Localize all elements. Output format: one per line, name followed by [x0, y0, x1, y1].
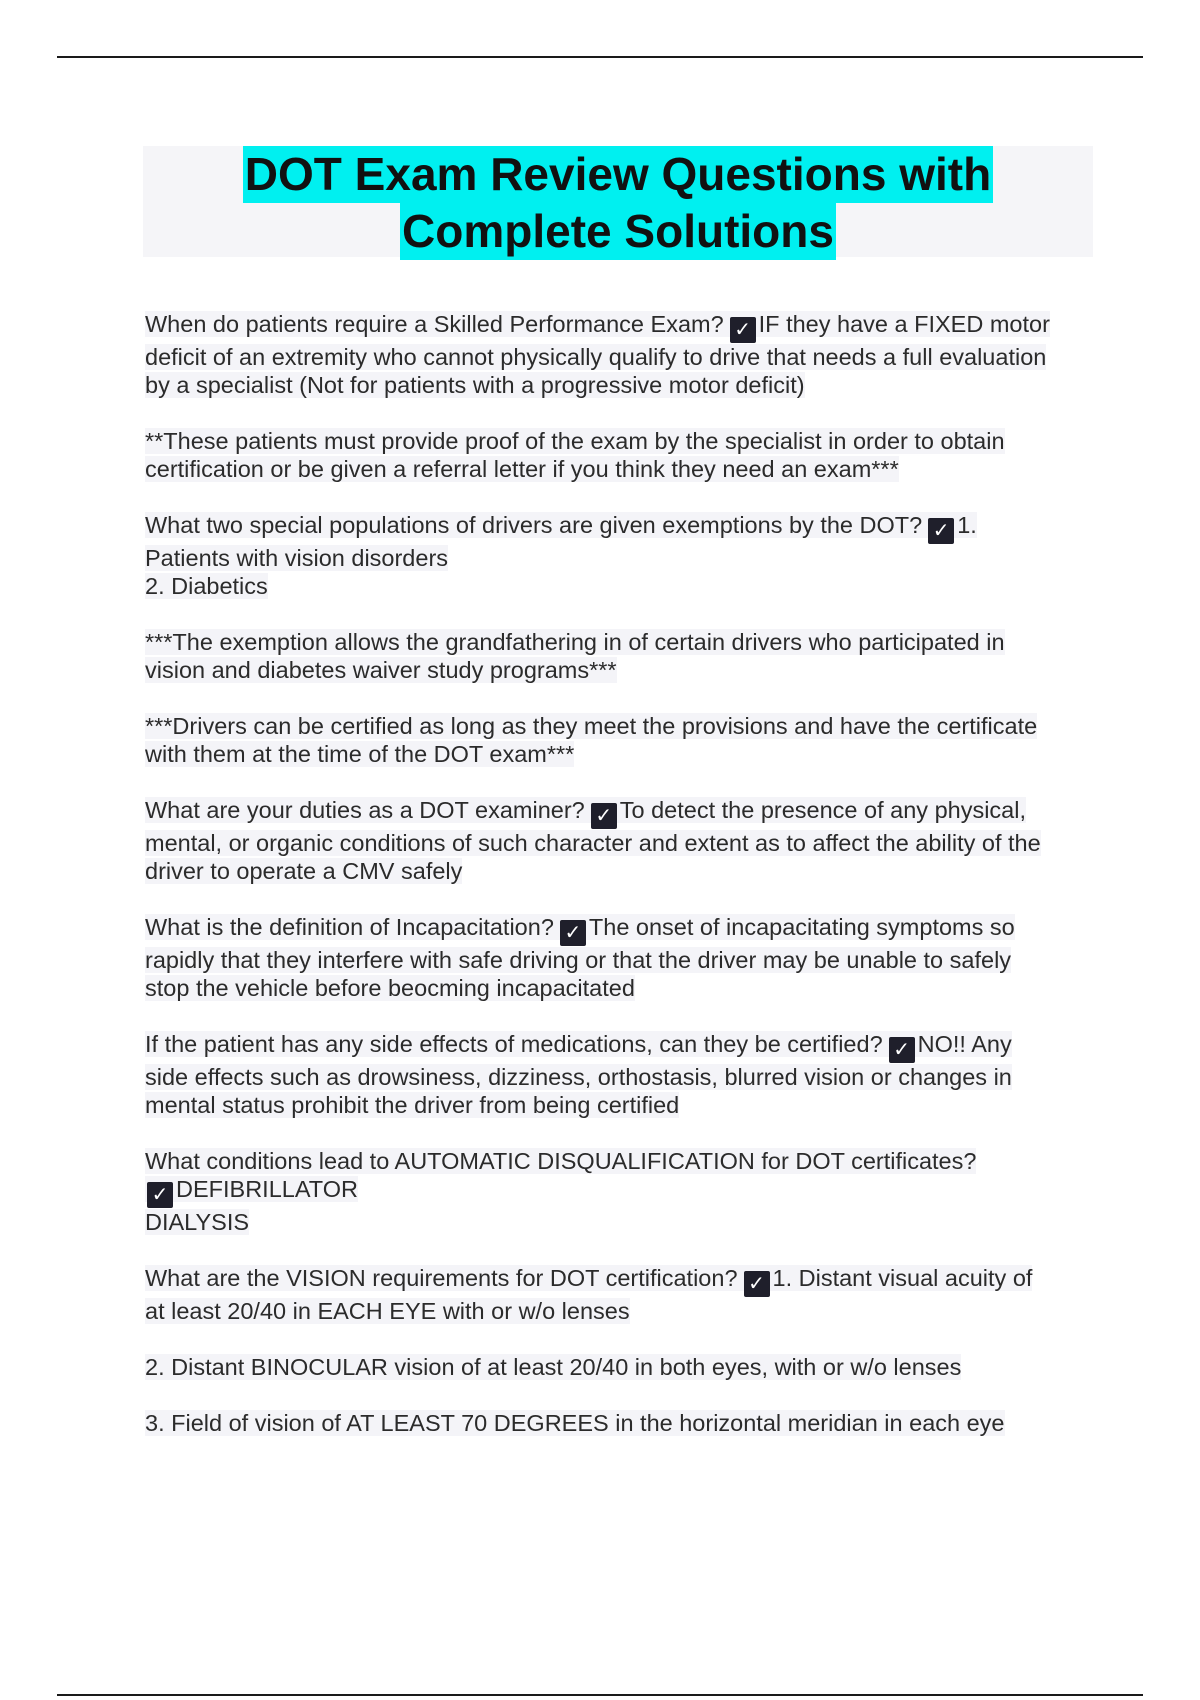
note-entry [145, 1409, 1095, 1437]
note-text: with them at the time of the DOT exam*** [145, 741, 575, 767]
answer-text: mental status prohibit the driver from being certified [145, 1092, 680, 1118]
answer-text: mental, or organic conditions of such character and extent as to affect the ability of the [145, 830, 1041, 856]
qa-entry [145, 1264, 1095, 1325]
note-text: **These patients must provide proof of the exam by the specialist in order to obtain [145, 428, 1005, 454]
answer-text: rapidly that they interfere with safe driving or that the driver may be unable to safely [145, 947, 1012, 973]
checkmark-icon: ✓ [147, 1182, 173, 1208]
qa-entry [145, 1030, 1095, 1119]
checkmark-icon: ✓ [928, 518, 954, 544]
footer-rule [57, 1694, 1143, 1696]
question-text: What two special populations of drivers are given exemptions by the DOT? [145, 512, 923, 538]
note-text: 3. Field of vision of AT LEAST 70 DEGREES in the horizontal meridian in each eye [145, 1410, 1005, 1436]
note-text: ***The exemption allows the grandfathering in of certain drivers who participated in [145, 629, 1005, 655]
answer-text: IF they have a FIXED motor [758, 311, 1050, 337]
answer-text: by a specialist (Not for patients with a progressive motor deficit) [145, 372, 805, 398]
question-text: What are your duties as a DOT examiner? [145, 797, 585, 823]
title-line-1: DOT Exam Review Questions with [243, 146, 993, 203]
question-text: When do patients require a Skilled Performance Exam? [145, 311, 724, 337]
note-text: 2. Distant BINOCULAR vision of at least 20/40 in both eyes, with or w/o lenses [145, 1354, 962, 1380]
header-rule [57, 56, 1143, 58]
note-entry [145, 1353, 1095, 1381]
qa-entry [145, 310, 1095, 399]
answer-text: DEFIBRILLATOR [176, 1176, 358, 1202]
question-text: If the patient has any side effects of medications, can they be certified? [145, 1031, 883, 1057]
note-entry [145, 628, 1095, 684]
note-text: vision and diabetes waiver study programs*** [145, 657, 617, 683]
note-entry [145, 427, 1095, 483]
answer-text: 2. Diabetics [145, 573, 268, 599]
checkmark-icon: ✓ [730, 317, 756, 343]
document-title [143, 146, 1093, 257]
checkmark-icon: ✓ [560, 920, 586, 946]
question-text: What are the VISION requirements for DOT certification? [145, 1265, 738, 1291]
qa-entry [145, 1147, 1095, 1236]
answer-text: at least 20/40 in EACH EYE with or w/o lenses [145, 1298, 630, 1324]
checkmark-icon: ✓ [744, 1271, 770, 1297]
answer-text: NO!! Any [917, 1031, 1012, 1057]
note-text: ***Drivers can be certified as long as they meet the provisions and have the certificate [145, 713, 1038, 739]
answer-text: DIALYSIS [145, 1209, 250, 1235]
answer-text: deficit of an extremity who cannot physically qualify to drive that needs a full evaluation [145, 344, 1047, 370]
note-text: certification or be given a referral letter if you think they need an exam*** [145, 456, 899, 482]
checkmark-icon: ✓ [591, 803, 617, 829]
answer-text: To detect the presence of any physical, [619, 797, 1027, 823]
answer-text: driver to operate a CMV safely [145, 858, 463, 884]
checkmark-icon: ✓ [889, 1037, 915, 1063]
answer-text: 1. [957, 512, 977, 538]
qa-entry [145, 511, 1095, 600]
qa-entry [145, 913, 1095, 1002]
qa-entry [145, 796, 1095, 885]
question-text: What conditions lead to AUTOMATIC DISQUALIFICATION for DOT certificates? [145, 1148, 977, 1174]
answer-text: Patients with vision disorders [145, 545, 449, 571]
question-text: What is the definition of Incapacitation? [145, 914, 554, 940]
title-line-2: Complete Solutions [400, 203, 836, 260]
answer-text: stop the vehicle before beocming incapacitated [145, 975, 635, 1001]
answer-text: side effects such as drowsiness, dizziness, orthostasis, blurred vision or changes in [145, 1064, 1012, 1090]
answer-text: The onset of incapacitating symptoms so [588, 914, 1015, 940]
note-entry [145, 712, 1095, 768]
answer-text: 1. Distant visual acuity of [772, 1265, 1033, 1291]
qa-content [145, 310, 1095, 1465]
